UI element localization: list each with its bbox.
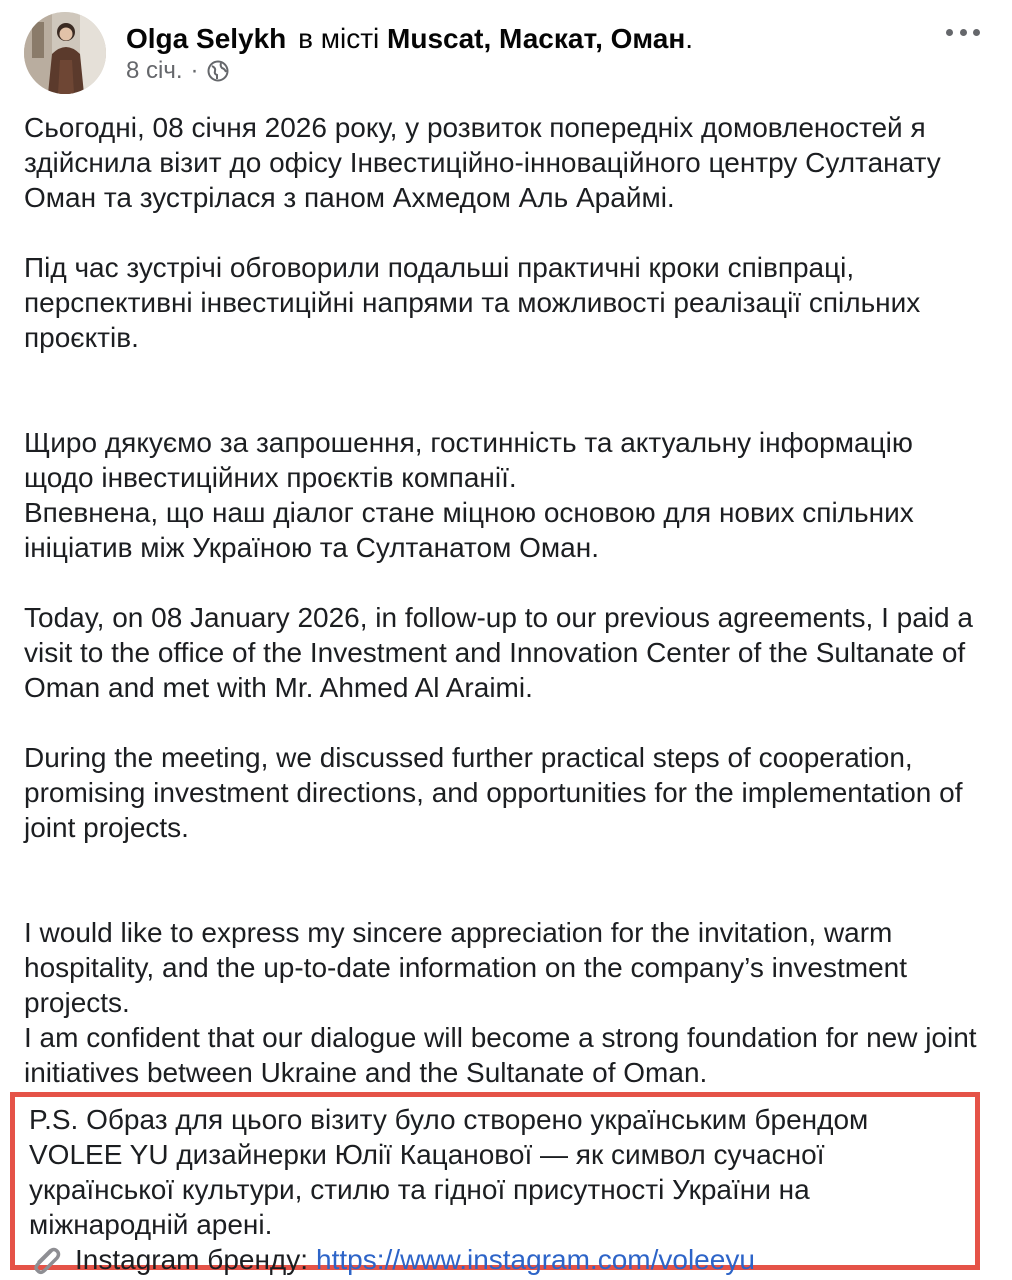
more-dot xyxy=(973,29,980,36)
more-dot xyxy=(960,29,967,36)
post-paragraph-text: Сьогодні, 08 січня 2026 року, у розвиток попередніх домовленостей я здійснила візит до офісу Інвестиційно-інноваційного центру Султанату Оман та зустрілася з паном Ахмедом Аль Араймі. xyxy=(24,112,941,213)
globe-icon[interactable] xyxy=(207,60,229,82)
location-prefix: в місті xyxy=(298,23,380,54)
post-paragraph xyxy=(24,600,990,705)
location-suffix: . xyxy=(685,23,694,54)
location-name[interactable]: Muscat, Маскат, Оман xyxy=(387,23,686,54)
instagram-link[interactable]: https://www.instagram.com/voleeyu xyxy=(316,1244,755,1275)
post-paragraph xyxy=(24,880,990,1090)
ps-text-block xyxy=(29,1102,969,1277)
post-paragraph-text: I would like to express my sincere appreciation for the invitation, warm hospitality, and the up-to-date information on the company’s investment projects. I am confident that our dialogue will become a strong foundation for new joint initiatives between Ukraine and the Sultanate of Oman. xyxy=(24,917,977,1088)
post-meta xyxy=(126,57,926,85)
post-date[interactable]: 8 січ. xyxy=(126,57,183,84)
ps-highlight-box xyxy=(10,1092,980,1275)
author-name[interactable]: Olga Selykh xyxy=(126,23,287,54)
paperclip-icon xyxy=(29,1243,65,1277)
more-dot xyxy=(946,29,953,36)
post-paragraph-text: During the meeting, we discussed further practical steps of cooperation, promising investment directions, and opportunities for the implementation of joint projects. xyxy=(24,742,963,843)
post-paragraph-text: Під час зустрічі обговорили подальші практичні кроки співпраці, перспективні інвестиційні напрями та можливості реалізації спільних проєктів. xyxy=(24,252,921,353)
post-paragraph xyxy=(24,250,990,355)
post-paragraph-text: Щиро дякуємо за запрошення, гостинність та актуальну інформацію щодо інвестиційних проєктів компанії. Впевнена, що наш діалог стане міцною основою для нових спільних ініціатив між Україною та Султанатом Оман. xyxy=(24,427,914,563)
ps-link-row xyxy=(29,1242,969,1277)
avatar-photo xyxy=(24,12,106,94)
post-paragraph xyxy=(24,390,990,565)
post-paragraph-text: Today, on 08 January 2026, in follow-up to our previous agreements, I paid a visit to the office of the Investment and Innovation Center of the Sultanate of Oman and met with Mr. Ahmed Al Araimi. xyxy=(24,602,973,703)
avatar[interactable] xyxy=(24,12,106,94)
post-body xyxy=(24,110,990,1125)
post-header xyxy=(22,10,990,100)
meta-separator: · xyxy=(190,57,199,84)
post-paragraph xyxy=(24,740,990,845)
ps-link-label: Instagram бренду: xyxy=(75,1244,309,1275)
more-options-icon[interactable] xyxy=(946,22,980,42)
ps-paragraph: P.S. Образ для цього візиту було створено українським брендом VOLEE YU дизайнерки Юлії Кацанової — як символ сучасної української культури, стилю та гідної присутності України на міжнародній арені. xyxy=(29,1104,869,1240)
author-line xyxy=(126,22,926,56)
header-text xyxy=(126,22,926,85)
post-paragraph xyxy=(24,110,990,215)
